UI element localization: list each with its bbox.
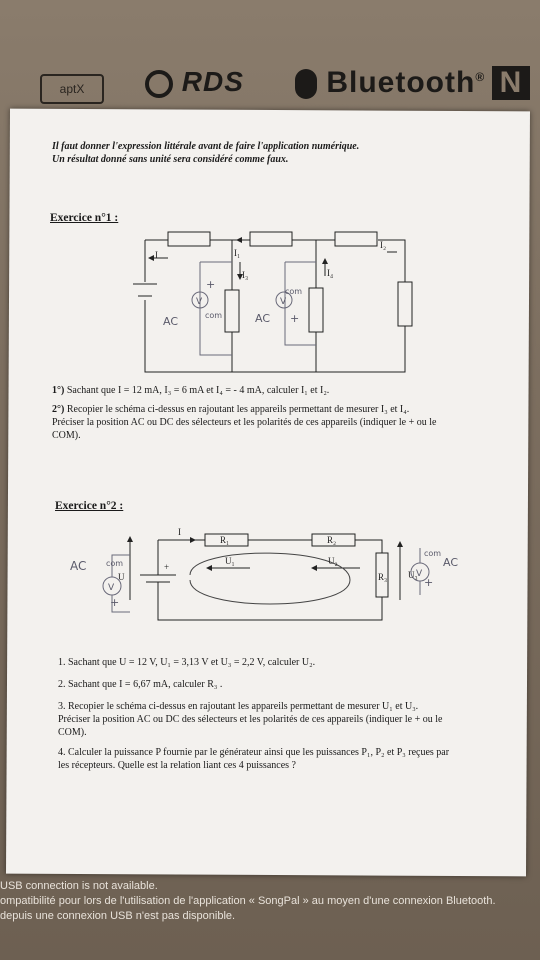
handwritten-com-left: com xyxy=(106,559,124,568)
question-2-3: 3. Recopier le schéma ci-dessus en rajoutant les appareils permettant de mesurer U₁ et U₃. xyxy=(58,701,419,712)
label-U1: U₁ xyxy=(225,556,235,566)
label-I3: I₃ xyxy=(242,270,249,280)
exercise-2-title: Exercice n°2 : xyxy=(55,500,124,512)
handwritten-com-2: com xyxy=(285,287,303,296)
handwritten-ac-right: AC xyxy=(443,556,459,569)
label-I4: I₄ xyxy=(327,268,334,278)
label-I1: I₁ xyxy=(234,248,241,258)
handwritten-ac-left: AC xyxy=(70,559,87,573)
handwritten-ac-2: AC xyxy=(255,312,271,325)
label-I2: I₂ xyxy=(380,240,387,250)
label-plus-battery: + xyxy=(164,562,170,572)
handwritten-com-right: com xyxy=(424,549,442,558)
label-U3: U₃ xyxy=(408,570,418,580)
label-U: U xyxy=(118,572,125,582)
handwritten-plus-right: + xyxy=(424,576,434,589)
instruction-line-2: Un résultat donné sans unité sera considéré comme faux. xyxy=(52,154,289,165)
handwritten-v-right: V xyxy=(416,569,423,579)
handwritten-plus-1: + xyxy=(206,278,216,291)
question-1-2-line-3: COM). xyxy=(52,430,81,441)
question-2-2: 2. Sachant que I = 6,67 mA, calculer R₃ . xyxy=(58,679,223,690)
label-R1: R₁ xyxy=(220,535,230,545)
box-text-line-2: ompatibilité pour lors de l'utilisation de l'application « SongPal » au moyen d'une connexion Bluetooth. xyxy=(0,895,496,907)
handwritten-ac-1: AC xyxy=(163,315,179,328)
handwritten-com-1: com xyxy=(205,311,223,320)
question-1-2: 2°) Recopier le schéma ci-dessus en rajoutant les appareils permettant de mesurer I₃ et I₄. xyxy=(52,404,410,415)
box-text-line-3: depuis une connexion USB n'est pas disponible. xyxy=(0,910,236,922)
bluetooth-logo: Bluetooth® xyxy=(295,66,485,100)
label-I-ex2: I xyxy=(178,527,181,537)
exercise-2-questions xyxy=(58,656,508,772)
rds-logo: RDS xyxy=(145,66,244,98)
handwritten-plus-2: + xyxy=(290,312,300,325)
aptx-logo: aptX xyxy=(40,74,104,104)
question-1-2-line-2: Préciser la position AC ou DC des sélecteurs et les polarités de ces appareils (indiquer le + ou le xyxy=(52,417,437,428)
label-R3: R₃ xyxy=(378,572,388,582)
question-2-3-line-3: COM). xyxy=(58,727,87,738)
label-I: I xyxy=(155,250,158,260)
label-R2: R₂ xyxy=(327,535,337,545)
question-1-1: 1°) Sachant que I = 12 mA, I₃ = 6 mA et I₄ = - 4 mA, calculer I₁ et I₂. xyxy=(52,385,330,396)
question-2-4: 4. Calculer la puissance P fournie par le générateur ainsi que les puissances P₁, P₂ et P₃ reçues par xyxy=(58,747,450,758)
instruction-line-1: Il faut donner l'expression littérale avant de faire l'application numérique. xyxy=(52,141,360,152)
handwritten-v-left: V xyxy=(108,583,115,593)
handwritten-v-2: V xyxy=(280,297,287,307)
question-2-3-line-2: Préciser la position AC ou DC des sélecteurs et les polarités de ces appareils (indiquer le + ou le xyxy=(58,714,443,725)
question-2-4-line-2: les récepteurs. Quelle est la relation liant ces 4 puissances ? xyxy=(58,760,296,771)
box-text-line-1: USB connection is not available. xyxy=(0,880,158,892)
handwritten-v-1: V xyxy=(196,297,203,307)
question-2-1: 1. Sachant que U = 12 V, U₁ = 3,13 V et U₃ = 2,2 V, calculer U₂. xyxy=(58,657,316,668)
handwritten-plus-left: + xyxy=(110,596,120,609)
nfc-logo: N xyxy=(492,66,530,100)
exercise-1-title: Exercice n°1 : xyxy=(50,212,119,224)
label-U2: U₂ xyxy=(328,556,338,566)
